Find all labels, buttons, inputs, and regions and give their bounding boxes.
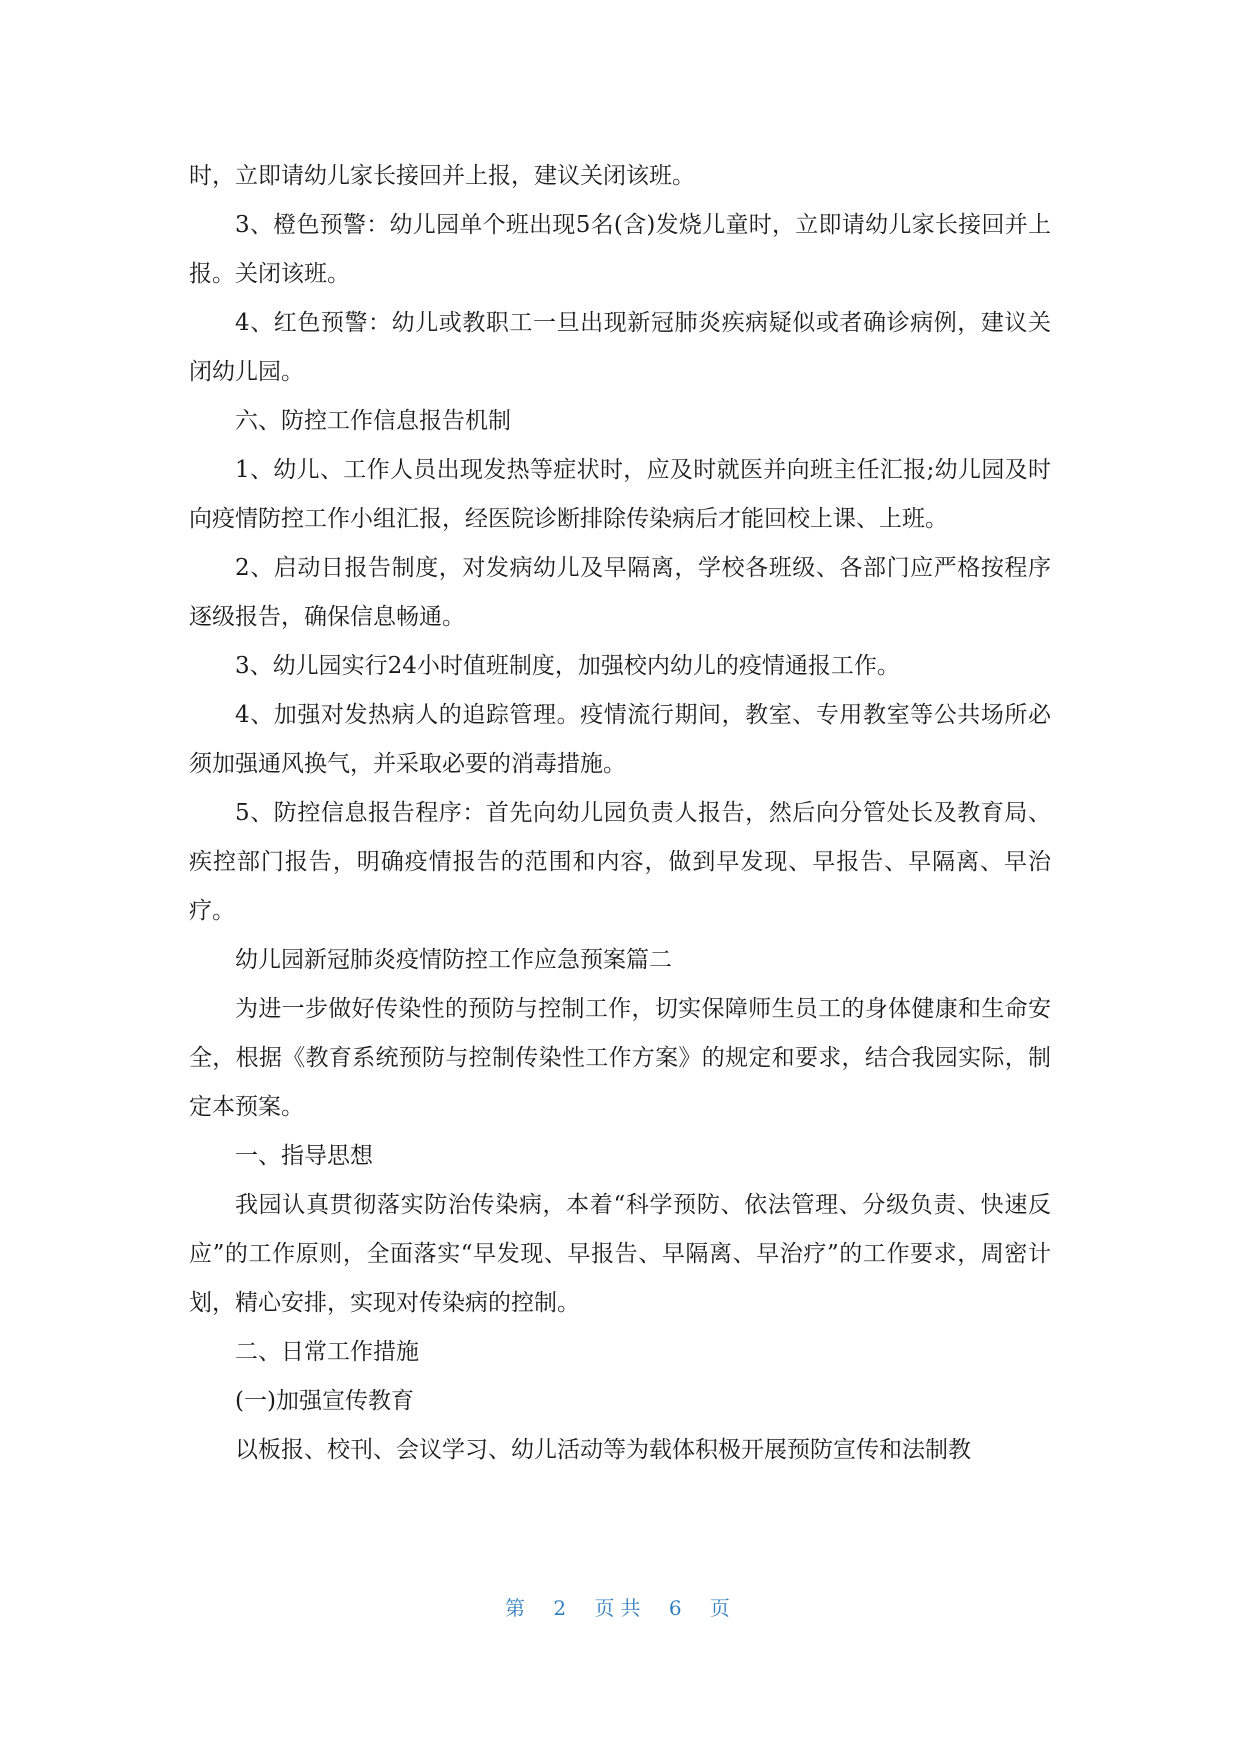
paragraph: 4、红色预警：幼儿或教职工一旦出现新冠肺炎疾病疑似或者确诊病例，建议关闭幼儿园。 <box>189 310 1051 385</box>
paragraph: 4、加强对发热病人的追踪管理。疫情流行期间，教室、专用教室等公共场所必须加强通风换气，并采取必要的消毒措施。 <box>189 702 1051 777</box>
section-heading: 二、日常工作措施 <box>235 1339 419 1365</box>
document-body <box>189 152 1051 1475</box>
subsection-heading: (一)加强宣传教育 <box>235 1388 414 1414</box>
paragraph: 2、启动日报告制度，对发病幼儿及早隔离，学校各班级、各部门应严格按程序逐级报告，确保信息畅通。 <box>189 555 1051 630</box>
paragraph: 5、防控信息报告程序：首先向幼儿园负责人报告，然后向分管处长及教育局、疾控部门报告，明确疫情报告的范围和内容，做到早发现、早报告、早隔离、早治疗。 <box>189 800 1051 924</box>
section-heading: 一、指导思想 <box>235 1143 373 1169</box>
paragraph: 3、橙色预警：幼儿园单个班出现5名(含)发烧儿童时，立即请幼儿家长接回并上报。关闭该班。 <box>189 212 1051 287</box>
paragraph: 以板报、校刊、会议学习、幼儿活动等为载体积极开展预防宣传和法制教 <box>235 1437 971 1463</box>
document-subtitle: 幼儿园新冠肺炎疫情防控工作应急预案篇二 <box>235 947 672 973</box>
section-heading: 六、防控工作信息报告机制 <box>235 408 511 434</box>
paragraph: 3、幼儿园实行24小时值班制度，加强校内幼儿的疫情通报工作。 <box>235 653 900 679</box>
paragraph: 为进一步做好传染性的预防与控制工作，切实保障师生员工的身体健康和生命安全，根据《教育系统预防与控制传染性工作方案》的规定和要求，结合我园实际，制定本预案。 <box>189 996 1051 1120</box>
paragraph: 我园认真贯彻落实防治传染病，本着“科学预防、依法管理、分级负责、快速反应”的工作原则，全面落实“早发现、早报告、早隔离、早治疗”的工作要求，周密计划，精心安排，实现对传染病的控制。 <box>189 1192 1051 1316</box>
page-number-footer: 第 2 页共 6 页 <box>505 1596 736 1620</box>
paragraph: 1、幼儿、工作人员出现发热等症状时，应及时就医并向班主任汇报;幼儿园及时向疫情防控工作小组汇报，经医院诊断排除传染病后才能回校上课、上班。 <box>189 457 1051 532</box>
paragraph: 时，立即请幼儿家长接回并上报，建议关闭该班。 <box>189 163 695 189</box>
